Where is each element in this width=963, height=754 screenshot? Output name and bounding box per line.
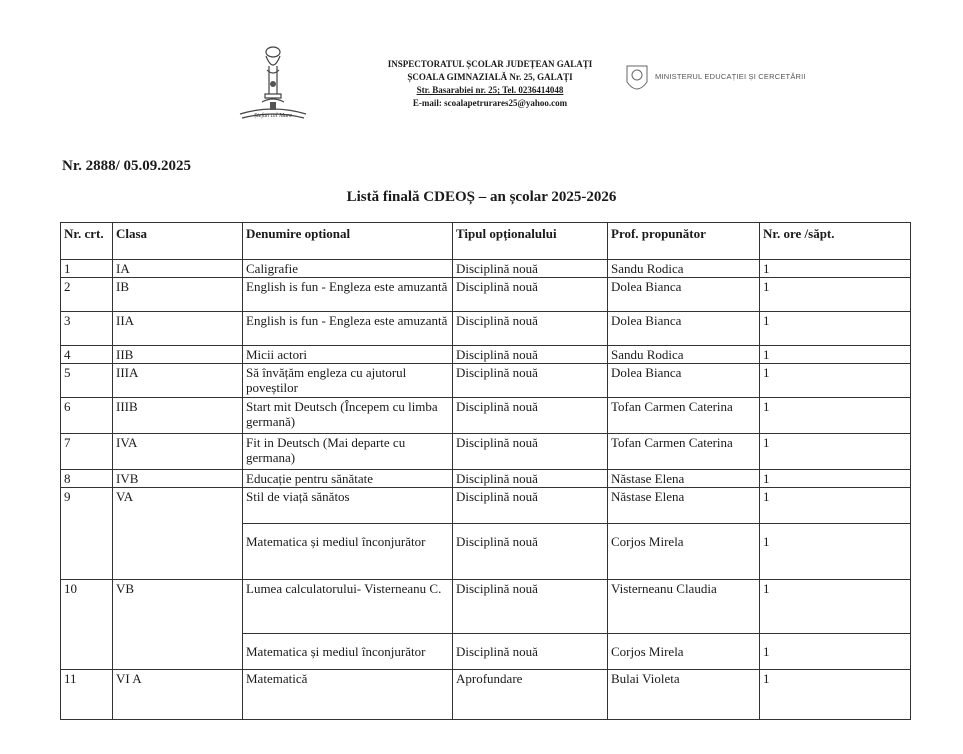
document-title: Listă finală CDEOȘ – an școlar 2025-2026: [346, 189, 617, 205]
cell-nr: 8: [61, 470, 113, 488]
cell-denumire: Caligrafie: [243, 260, 453, 278]
school-crest-logo: [236, 44, 310, 126]
cell-nr: 11: [61, 670, 113, 720]
cell-nr: [61, 524, 113, 580]
cell-nr: 9: [61, 488, 113, 524]
cell-ore: 1: [760, 260, 911, 278]
cell-tip: Disciplină nouă: [453, 524, 608, 580]
cell-tip: Disciplină nouă: [453, 312, 608, 346]
cell-prof: Dolea Bianca: [608, 278, 760, 312]
cell-tip: Disciplină nouă: [453, 470, 608, 488]
cell-prof: Sandu Rodica: [608, 260, 760, 278]
header-clasa: Clasa: [113, 223, 243, 260]
cell-ore: 1: [760, 312, 911, 346]
cell-tip: Disciplină nouă: [453, 260, 608, 278]
table-header-row: [61, 223, 911, 260]
cell-prof: Dolea Bianca: [608, 312, 760, 346]
cell-denumire: Matematică: [243, 670, 453, 720]
school-name: ȘCOALA GIMNAZIALĂ Nr. 25, GALAȚI: [407, 72, 573, 82]
table-row: [61, 634, 911, 670]
header-ore: Nr. ore /săpt.: [760, 223, 911, 260]
table-row: [61, 470, 911, 488]
cell-prof: Visterneanu Claudia: [608, 580, 760, 634]
cell-clasa: [113, 524, 243, 580]
cell-clasa: [113, 634, 243, 670]
cell-tip: Disciplină nouă: [453, 634, 608, 670]
cell-ore: 1: [760, 524, 911, 580]
cell-ore: 1: [760, 364, 911, 398]
cell-denumire: Fit in Deutsch (Mai departe cu germana): [243, 434, 453, 470]
header-prof: Prof. propunător: [608, 223, 760, 260]
cell-clasa: VI A: [113, 670, 243, 720]
cell-clasa: IIIA: [113, 364, 243, 398]
cell-nr: 5: [61, 364, 113, 398]
header-tip: Tipul opționalului: [453, 223, 608, 260]
cell-tip: Disciplină nouă: [453, 364, 608, 398]
cell-denumire: Educație pentru sănătate: [243, 470, 453, 488]
ministry-name: MINISTERUL EDUCAȚIEI ȘI CERCETĂRII: [655, 72, 806, 81]
cell-nr: 10: [61, 580, 113, 634]
table-row: [61, 278, 911, 312]
cell-denumire: Lumea calculatorului- Visterneanu C.: [243, 580, 453, 634]
cell-denumire: English is fun - Engleza este amuzantă: [243, 312, 453, 346]
cell-nr: 1: [61, 260, 113, 278]
cell-denumire: Stil de viață sănătos: [243, 488, 453, 524]
cell-nr: 7: [61, 434, 113, 470]
cell-tip: Aprofundare: [453, 670, 608, 720]
cell-tip: Disciplină nouă: [453, 278, 608, 312]
header-nr: Nr. crt.: [61, 223, 113, 260]
cell-prof: Tofan Carmen Caterina: [608, 398, 760, 434]
cell-clasa: IVA: [113, 434, 243, 470]
cell-ore: 1: [760, 346, 911, 364]
school-address: Str. Basarabiei nr. 25; Tel. 0236414048: [416, 85, 564, 95]
cell-clasa: IIA: [113, 312, 243, 346]
table-row: [61, 260, 911, 278]
table-row: [61, 364, 911, 398]
school-email: E-mail: scoalapetrurares25@yahoo.com: [412, 98, 568, 108]
cell-tip: Disciplină nouă: [453, 346, 608, 364]
cell-clasa: VB: [113, 580, 243, 634]
cell-ore: 1: [760, 488, 911, 524]
table-row: [61, 670, 911, 720]
crest-motto-text: Ștefan cel Mare: [254, 113, 292, 119]
cell-denumire: English is fun - Engleza este amuzantă: [243, 278, 453, 312]
cell-ore: 1: [760, 670, 911, 720]
cell-tip: Disciplină nouă: [453, 488, 608, 524]
cell-tip: Disciplină nouă: [453, 434, 608, 470]
table-row: [61, 488, 911, 524]
cdeos-table: [60, 222, 911, 720]
cell-nr: 4: [61, 346, 113, 364]
cell-ore: 1: [760, 634, 911, 670]
cell-clasa: IIIB: [113, 398, 243, 434]
table-row: [61, 524, 911, 580]
header-denumire: Denumire optional: [243, 223, 453, 260]
table-row: [61, 398, 911, 434]
cell-ore: 1: [760, 470, 911, 488]
cell-clasa: IA: [113, 260, 243, 278]
inspectorate-name: INSPECTORATUL ȘCOLAR JUDEȚEAN GALAȚI: [387, 59, 593, 69]
cell-clasa: IIB: [113, 346, 243, 364]
cell-prof: Corjos Mirela: [608, 524, 760, 580]
cell-clasa: IVB: [113, 470, 243, 488]
cell-denumire: Start mit Deutsch (Începem cu limba germană): [243, 398, 453, 434]
table-row: [61, 312, 911, 346]
table-row: [61, 346, 911, 364]
letterhead: [340, 58, 640, 110]
cell-denumire: Să învățăm engleza cu ajutorul poveștilor: [243, 364, 453, 398]
cell-prof: Năstase Elena: [608, 470, 760, 488]
cell-denumire: Micii actori: [243, 346, 453, 364]
cell-prof: Corjos Mirela: [608, 634, 760, 670]
cell-denumire: Matematica și mediul înconjurător: [243, 634, 453, 670]
registration-number: Nr. 2888/ 05.09.2025: [62, 158, 192, 174]
table-row: [61, 580, 911, 634]
cell-ore: 1: [760, 580, 911, 634]
cell-denumire: Matematica și mediul înconjurător: [243, 524, 453, 580]
cell-ore: 1: [760, 434, 911, 470]
cell-nr: [61, 634, 113, 670]
cell-prof: Tofan Carmen Caterina: [608, 434, 760, 470]
cell-prof: Sandu Rodica: [608, 346, 760, 364]
cell-ore: 1: [760, 278, 911, 312]
cell-clasa: VA: [113, 488, 243, 524]
cell-prof: Năstase Elena: [608, 488, 760, 524]
cell-prof: Dolea Bianca: [608, 364, 760, 398]
cell-tip: Disciplină nouă: [453, 398, 608, 434]
cell-nr: 2: [61, 278, 113, 312]
cell-prof: Bulai Violeta: [608, 670, 760, 720]
cell-nr: 3: [61, 312, 113, 346]
cell-clasa: IB: [113, 278, 243, 312]
cell-tip: Disciplină nouă: [453, 580, 608, 634]
cell-nr: 6: [61, 398, 113, 434]
table-row: [61, 434, 911, 470]
cell-ore: 1: [760, 398, 911, 434]
